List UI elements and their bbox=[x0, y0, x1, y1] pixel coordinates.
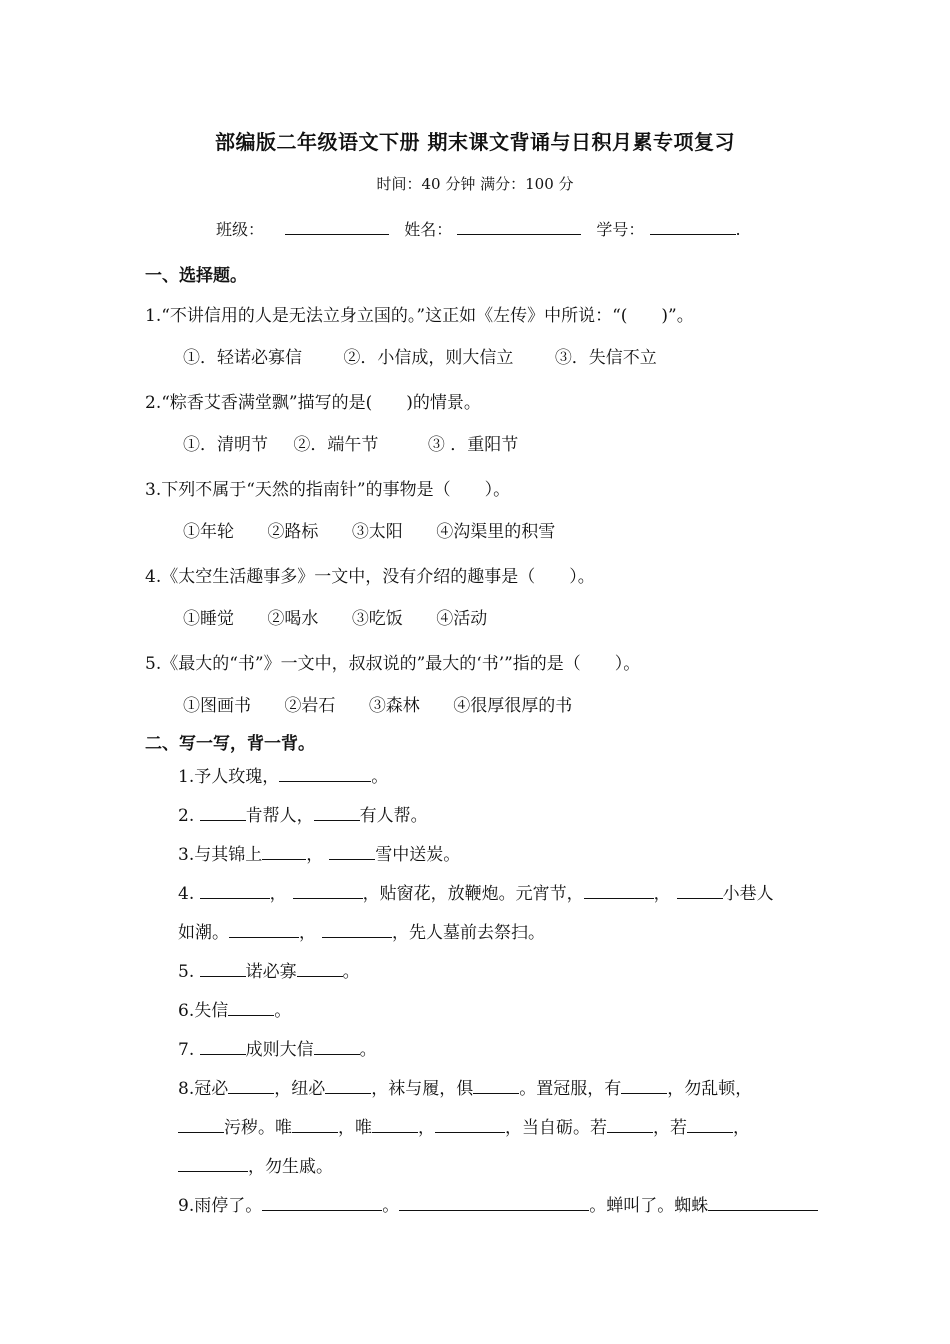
blank-field[interactable] bbox=[322, 921, 392, 938]
option[interactable]: ②喝水 bbox=[267, 609, 319, 629]
item-text: 9.雨停了。 bbox=[178, 1196, 263, 1216]
item-text: ， bbox=[269, 884, 287, 904]
item-text: 。 bbox=[371, 767, 389, 787]
fill-item-2 bbox=[178, 804, 428, 827]
item-text: ，贴窗花，放鞭炮。元宵节， bbox=[362, 884, 584, 904]
class-field[interactable] bbox=[285, 220, 389, 235]
item-text: 8.冠必 bbox=[178, 1079, 229, 1099]
option[interactable]: ①年轮 bbox=[183, 522, 234, 542]
blank-field[interactable] bbox=[584, 882, 654, 899]
item-text: 7. bbox=[178, 1040, 200, 1060]
option[interactable]: ①．清明节 bbox=[183, 435, 268, 455]
fill-item-3 bbox=[178, 843, 460, 866]
item-text: ，勿乱顿， bbox=[667, 1079, 753, 1099]
fill-item-6 bbox=[178, 999, 291, 1022]
blank-field[interactable] bbox=[435, 1116, 505, 1133]
option[interactable]: ③太阳 bbox=[351, 522, 403, 542]
fill-item-4-cont bbox=[178, 921, 545, 944]
name-field[interactable] bbox=[457, 220, 581, 235]
item-text: ，勿生戚。 bbox=[248, 1157, 333, 1177]
id-label: 学号： bbox=[596, 220, 645, 239]
question-text: 3.下列不属于“天然的指南针”的事物是（ ）。 bbox=[145, 480, 511, 500]
item-text: 。 bbox=[359, 1040, 377, 1060]
fill-item-5 bbox=[178, 960, 360, 983]
item-text: 有人帮。 bbox=[359, 806, 428, 826]
fill-item-9 bbox=[178, 1194, 818, 1217]
blank-field[interactable] bbox=[621, 1077, 667, 1094]
options-row bbox=[183, 521, 583, 543]
blank-field[interactable] bbox=[262, 843, 306, 860]
item-text: 4. bbox=[178, 884, 200, 904]
option[interactable]: ④很厚很厚的书 bbox=[453, 696, 573, 716]
blank-field[interactable] bbox=[314, 1038, 360, 1055]
blank-field[interactable] bbox=[229, 921, 299, 938]
blank-field[interactable] bbox=[292, 1116, 338, 1133]
item-text: 雪中送炭。 bbox=[375, 845, 461, 865]
end-mark: . bbox=[735, 220, 741, 239]
section-heading-choice: 一、选择题。 bbox=[145, 266, 247, 286]
option[interactable]: ①睡觉 bbox=[183, 609, 234, 629]
option[interactable]: ②岩石 bbox=[284, 696, 336, 716]
fill-item-8-cont bbox=[178, 1116, 750, 1139]
blank-field[interactable] bbox=[677, 882, 723, 899]
option[interactable]: ②．小信成，则大信立 bbox=[343, 348, 514, 368]
item-text: ， bbox=[653, 884, 671, 904]
blank-field[interactable] bbox=[178, 1155, 248, 1172]
item-text: 5. bbox=[178, 962, 200, 982]
fill-item-4 bbox=[178, 882, 774, 905]
item-text: 如潮。 bbox=[178, 923, 229, 943]
blank-field[interactable] bbox=[399, 1194, 589, 1211]
blank-field[interactable] bbox=[279, 765, 371, 782]
option[interactable]: ③吃饭 bbox=[351, 609, 403, 629]
option[interactable]: ②．端午节 bbox=[293, 435, 379, 455]
item-text: ， bbox=[418, 1118, 435, 1138]
option[interactable]: ④活动 bbox=[436, 609, 488, 629]
fill-item-1 bbox=[178, 765, 388, 788]
item-text: 小巷人 bbox=[722, 884, 774, 904]
fill-item-8 bbox=[178, 1077, 752, 1100]
item-text: 2. bbox=[178, 806, 200, 826]
question-text: 4.《太空生活趣事多》一文中，没有介绍的趣事是（ ）。 bbox=[145, 567, 595, 587]
option[interactable]: ①图画书 bbox=[183, 696, 251, 716]
blank-field[interactable] bbox=[200, 960, 246, 977]
option[interactable]: ③森林 bbox=[368, 696, 420, 716]
blank-field[interactable] bbox=[228, 999, 274, 1016]
class-label: 班级： bbox=[216, 220, 265, 239]
item-text: 。置冠服，有 bbox=[519, 1079, 622, 1099]
section-heading-write: 二、写一写，背一背。 bbox=[145, 734, 315, 754]
blank-field[interactable] bbox=[325, 1077, 371, 1094]
item-text: ， bbox=[299, 923, 316, 943]
item-text: 3.与其锦上 bbox=[178, 845, 263, 865]
fill-item-7 bbox=[178, 1038, 377, 1061]
id-field[interactable] bbox=[650, 220, 736, 235]
blank-field[interactable] bbox=[293, 882, 363, 899]
blank-field[interactable] bbox=[228, 1077, 274, 1094]
item-text: 污秽。唯 bbox=[224, 1118, 292, 1138]
item-text: 诺必寡 bbox=[245, 962, 297, 982]
blank-field[interactable] bbox=[200, 882, 270, 899]
item-text: 成则大信 bbox=[245, 1040, 314, 1060]
fill-item-8-cont2 bbox=[178, 1155, 333, 1178]
item-text: ， bbox=[306, 845, 324, 865]
blank-field[interactable] bbox=[687, 1116, 733, 1133]
item-text: 。 bbox=[382, 1196, 400, 1216]
blank-field[interactable] bbox=[262, 1194, 382, 1211]
blank-field[interactable] bbox=[297, 960, 343, 977]
item-text: ，当自砺。若 bbox=[505, 1118, 607, 1138]
blank-field[interactable] bbox=[708, 1194, 818, 1211]
item-text: 1.予人玫瑰， bbox=[178, 767, 280, 787]
options-row bbox=[183, 347, 685, 369]
item-text: 。蝉叫了。蜘蛛 bbox=[589, 1196, 709, 1216]
item-text: 肯帮人， bbox=[245, 806, 314, 826]
blank-field[interactable] bbox=[473, 1077, 519, 1094]
options-row bbox=[183, 695, 600, 717]
question-text: 5.《最大的“书”》一文中，叔叔说的”最大的‘书’”指的是（ ）。 bbox=[145, 654, 641, 674]
option[interactable]: ③ ．重阳节 bbox=[427, 435, 519, 455]
blank-field[interactable] bbox=[200, 804, 246, 821]
options-row bbox=[183, 608, 515, 630]
blank-field[interactable] bbox=[372, 1116, 418, 1133]
item-text: 。 bbox=[274, 1001, 292, 1021]
blank-field[interactable] bbox=[200, 1038, 246, 1055]
item-text: ，先人墓前去祭扫。 bbox=[392, 923, 545, 943]
blank-field[interactable] bbox=[178, 1116, 224, 1133]
student-info-line bbox=[216, 217, 741, 240]
blank-field[interactable] bbox=[607, 1116, 653, 1133]
option[interactable]: ④沟渠里的积雪 bbox=[436, 522, 556, 542]
item-text: ，唯 bbox=[338, 1118, 372, 1138]
item-text: ，若 bbox=[653, 1118, 687, 1138]
item-text: 6.失信 bbox=[178, 1001, 229, 1021]
option[interactable]: ③．失信不立 bbox=[554, 348, 657, 368]
options-row bbox=[183, 434, 546, 456]
item-text: ，袜与履，俱 bbox=[371, 1079, 474, 1099]
blank-field[interactable] bbox=[329, 843, 375, 860]
item-text: ，纽必 bbox=[274, 1079, 326, 1099]
question-text: 2.“粽香艾香满堂飘”描写的是( )的情景。 bbox=[145, 393, 481, 413]
page-title: 部编版二年级语文下册 期末课文背诵与日积月累专项复习 bbox=[215, 130, 735, 154]
option[interactable]: ②路标 bbox=[267, 522, 319, 542]
item-text: 。 bbox=[342, 962, 360, 982]
item-text: ， bbox=[733, 1118, 750, 1138]
name-label: 姓名： bbox=[404, 220, 453, 239]
exam-time-score: 时间：40 分钟 满分：100 分 bbox=[376, 175, 574, 193]
question-text: 1.“不讲信用的人是无法立身立国的。”这正如《左传》中所说：“( )”。 bbox=[145, 306, 694, 326]
option[interactable]: ①．轻诺必寡信 bbox=[183, 348, 302, 368]
blank-field[interactable] bbox=[314, 804, 360, 821]
